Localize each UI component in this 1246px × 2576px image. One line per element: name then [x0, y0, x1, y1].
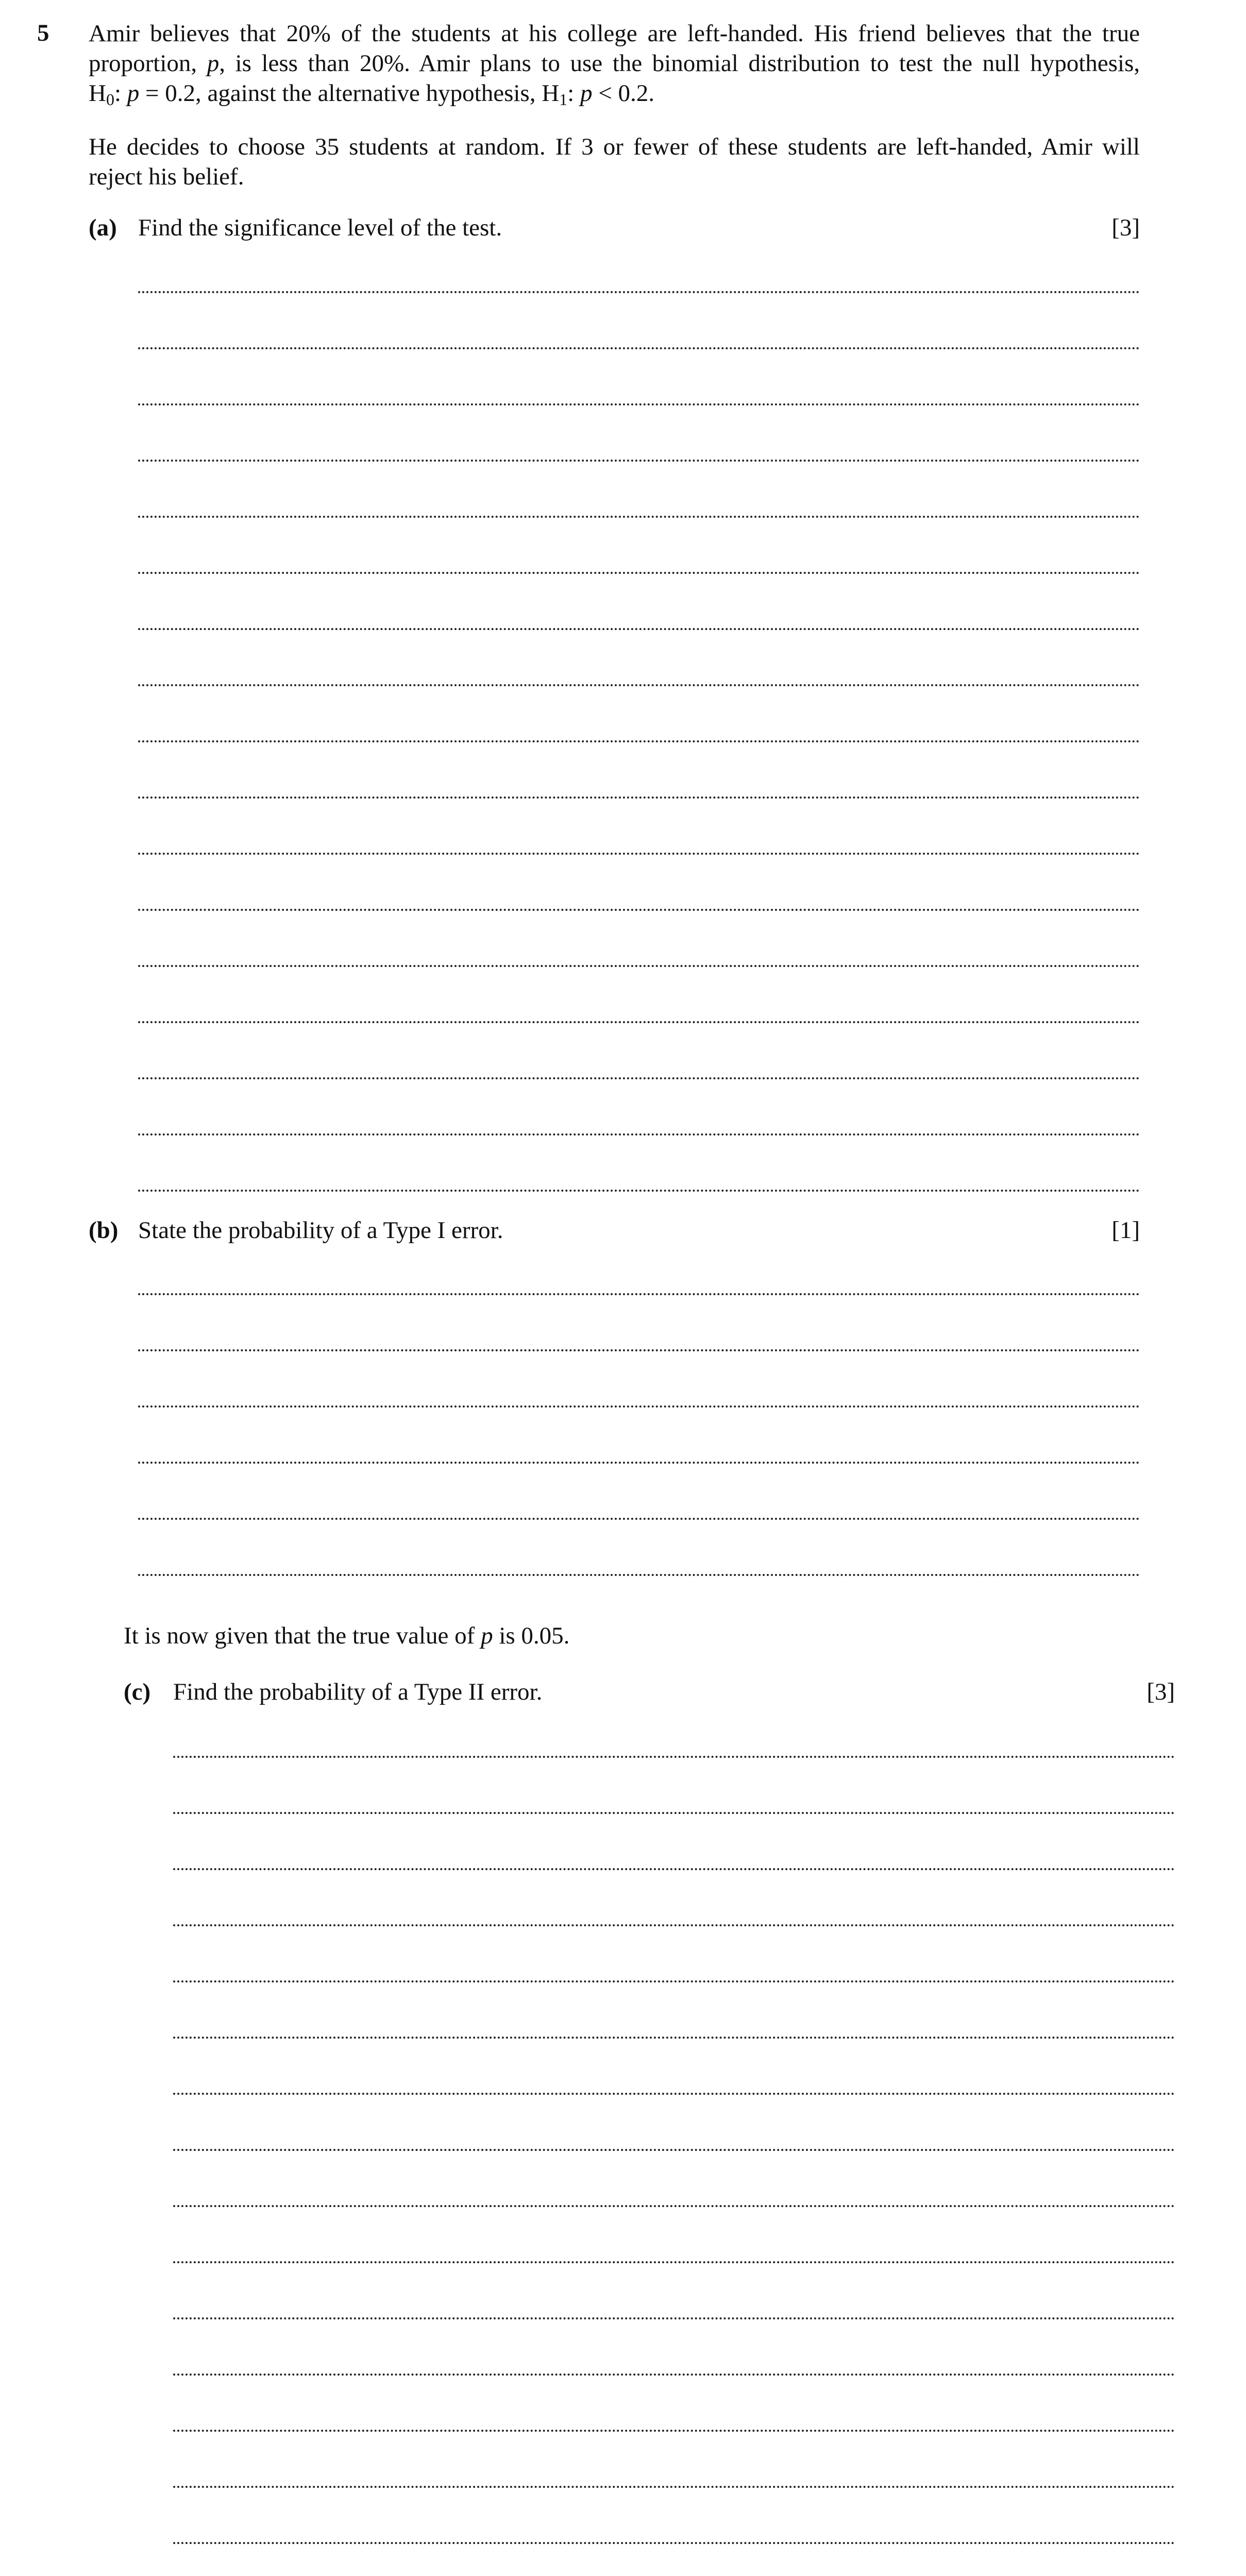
question-intro	[89, 19, 1140, 108]
part-b-text: State the probability of a Type I error.	[138, 1217, 503, 1244]
answer-line[interactable]	[173, 2376, 1175, 2432]
part-b-answer-area[interactable]	[138, 1239, 1140, 1576]
h1-colon: :	[567, 80, 580, 107]
answer-line[interactable]	[173, 2544, 1175, 2576]
h1-value: < 0.2.	[592, 80, 654, 107]
part-c-answer-area[interactable]	[173, 1702, 1175, 2576]
context-line-2: reject his belief.	[89, 163, 244, 190]
answer-line[interactable]	[173, 2263, 1175, 2319]
h0-colon: :	[114, 80, 127, 107]
answer-line[interactable]	[138, 686, 1140, 742]
answer-line[interactable]	[173, 2432, 1175, 2488]
answer-line[interactable]	[138, 1520, 1140, 1576]
answer-line[interactable]	[173, 2095, 1175, 2151]
answer-line[interactable]	[173, 1982, 1175, 2039]
part-c-label: (c)	[124, 1679, 151, 1705]
answer-line[interactable]	[173, 2319, 1175, 2376]
intro-line-2-text-b: , is less than 20%. Amir plans to use the binomial distribution to test the null hypothesis,	[219, 50, 1140, 77]
h1-subscript: 1	[559, 90, 568, 109]
intro-line-2-text-a: proportion,	[89, 50, 207, 77]
part-c-text: Find the probability of a Type II error.	[173, 1679, 543, 1705]
answer-line[interactable]	[138, 237, 1140, 293]
answer-line[interactable]	[138, 518, 1140, 574]
intro-line-1: Amir believes that 20% of the students at his college are left-handed. His friend believes that the true	[89, 20, 1140, 47]
answer-line[interactable]	[138, 1023, 1140, 1079]
answer-line[interactable]	[138, 462, 1140, 518]
h1-variable-p: p	[580, 80, 593, 107]
answer-line[interactable]	[173, 1926, 1175, 1982]
part-c-stem	[124, 1621, 569, 1651]
stem-text-a: It is now given that the true value of	[124, 1622, 481, 1649]
context-line-1: He decides to choose 35 students at random. If 3 or fewer of these students are left-handed, Amir will	[89, 133, 1140, 160]
answer-line[interactable]	[138, 630, 1140, 686]
answer-line[interactable]	[173, 2488, 1175, 2544]
answer-line[interactable]	[138, 574, 1140, 630]
answer-line[interactable]	[138, 742, 1140, 799]
answer-line[interactable]	[138, 1079, 1140, 1136]
answer-line[interactable]	[173, 1758, 1175, 1814]
answer-line[interactable]	[138, 855, 1140, 911]
answer-line[interactable]	[173, 1702, 1175, 1758]
h0-subscript: 0	[106, 90, 114, 109]
answer-line[interactable]	[138, 1408, 1140, 1464]
answer-line[interactable]	[138, 1239, 1140, 1295]
answer-line[interactable]	[138, 1351, 1140, 1408]
part-b-marks: [1]	[1112, 1217, 1140, 1244]
answer-line[interactable]	[173, 1870, 1175, 1926]
variable-p: p	[207, 50, 220, 77]
answer-line[interactable]	[138, 1464, 1140, 1520]
intro-line-2	[89, 48, 1140, 78]
answer-line[interactable]	[138, 1136, 1140, 1192]
part-a-label: (a)	[89, 214, 117, 241]
h0-value: = 0.2, against the alternative hypothesis,	[139, 80, 542, 107]
question-number: 5	[37, 20, 49, 46]
answer-line[interactable]	[138, 1295, 1140, 1351]
part-a-answer-area[interactable]	[138, 237, 1140, 1192]
part-a-marks: [3]	[1112, 214, 1140, 241]
answer-line[interactable]	[173, 2039, 1175, 2095]
h0-variable-p: p	[127, 80, 140, 107]
answer-line[interactable]	[138, 405, 1140, 462]
stem-text-b: is 0.05.	[493, 1622, 570, 1649]
answer-line[interactable]	[138, 293, 1140, 349]
answer-line[interactable]	[173, 2151, 1175, 2207]
h0-letter: H	[89, 80, 106, 107]
answer-line[interactable]	[138, 349, 1140, 405]
stem-variable-p: p	[481, 1622, 493, 1649]
question-context	[89, 132, 1140, 192]
part-a-text: Find the significance level of the test.	[138, 214, 502, 241]
answer-line[interactable]	[138, 799, 1140, 855]
part-c-marks: [3]	[1147, 1679, 1175, 1705]
answer-line[interactable]	[173, 2207, 1175, 2263]
answer-line[interactable]	[138, 967, 1140, 1023]
hypothesis-line	[89, 78, 1140, 108]
part-b-label: (b)	[89, 1217, 119, 1244]
answer-line[interactable]	[173, 1814, 1175, 1870]
h1-letter: H	[542, 80, 560, 107]
answer-line[interactable]	[138, 911, 1140, 967]
